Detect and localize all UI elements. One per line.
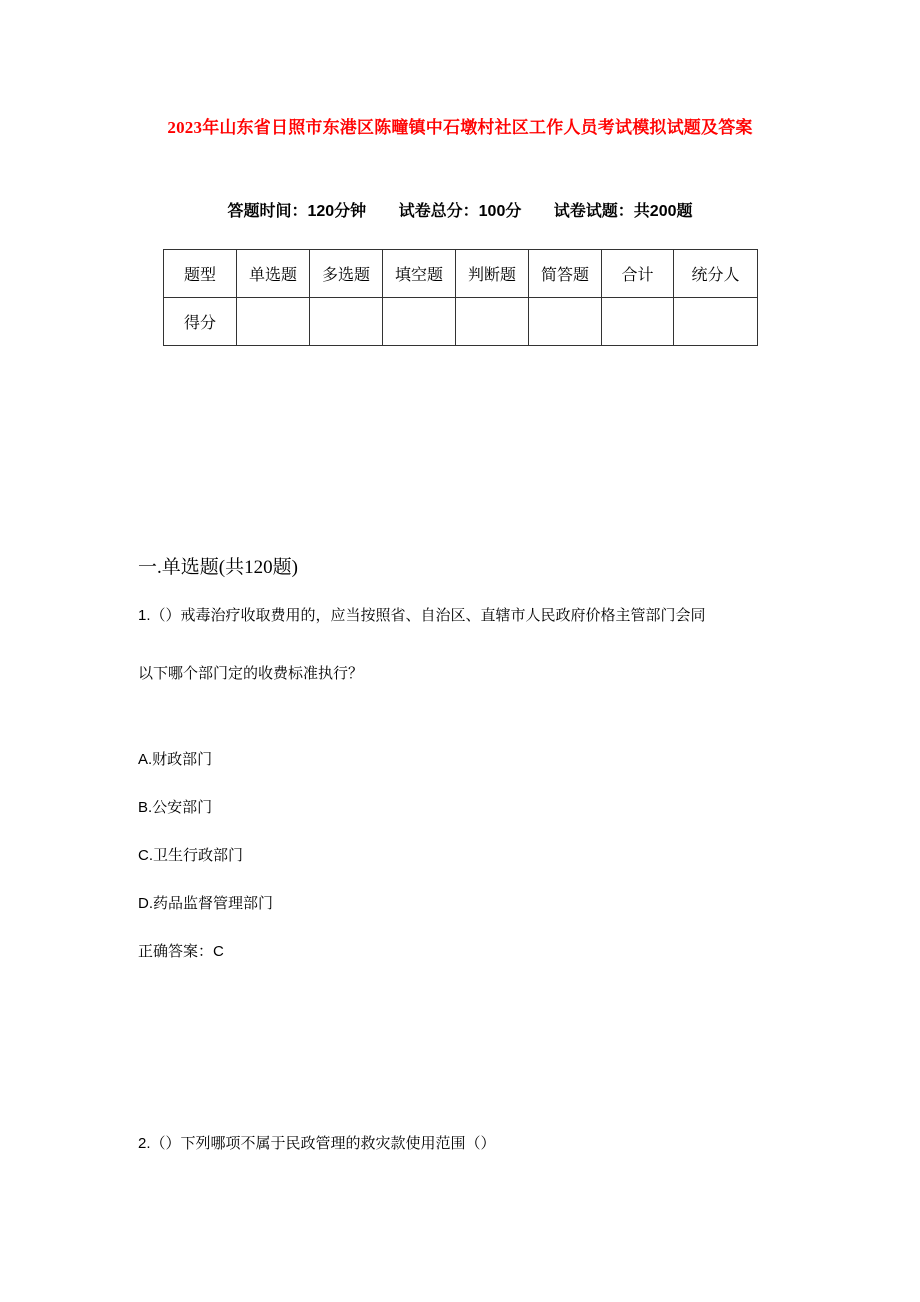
score-cell xyxy=(529,298,602,346)
question-1-option-b: B.公安部门 xyxy=(138,799,213,816)
exam-total-score: 试卷总分：100分 xyxy=(398,203,522,220)
exam-time: 答题时间：120分钟 xyxy=(227,203,367,220)
score-cell xyxy=(383,298,456,346)
header-cell: 统分人 xyxy=(674,250,758,298)
question-1-text-line2: 以下哪个部门定的收费标准执行？ xyxy=(138,665,364,682)
score-cell xyxy=(237,298,310,346)
score-cell xyxy=(456,298,529,346)
header-cell: 合计 xyxy=(602,250,674,298)
score-label-cell: 得分 xyxy=(164,298,237,346)
question-1-option-a: A.财政部门 xyxy=(138,751,213,768)
question-1-option-c: C.卫生行政部门 xyxy=(138,847,244,864)
section-heading: 一.单选题(共120题) xyxy=(138,557,298,578)
score-table-header-row xyxy=(164,250,758,298)
score-table xyxy=(163,249,758,346)
header-cell: 填空题 xyxy=(383,250,456,298)
question-1-text-line1: 1.（）戒毒治疗收取费用的，应当按照省、自治区、直辖市人民政府价格主管部门会同 xyxy=(138,607,706,624)
question-1-option-d: D.药品监督管理部门 xyxy=(138,895,274,912)
header-cell: 简答题 xyxy=(529,250,602,298)
score-table-score-row xyxy=(164,298,758,346)
question-1-answer: 正确答案：C xyxy=(138,943,224,960)
score-cell xyxy=(310,298,383,346)
question-2-text: 2.（）下列哪项不属于民政管理的救灾款使用范围（） xyxy=(138,1135,496,1152)
score-cell xyxy=(674,298,758,346)
header-cell: 多选题 xyxy=(310,250,383,298)
header-cell: 单选题 xyxy=(237,250,310,298)
score-cell xyxy=(602,298,674,346)
document-title: 2023年山东省日照市东港区陈疃镇中石墩村社区工作人员考试模拟试题及答案 xyxy=(167,118,753,137)
exam-meta xyxy=(0,198,920,221)
exam-question-count: 试卷试题：共200题 xyxy=(553,203,693,220)
header-cell: 题型 xyxy=(164,250,237,298)
header-cell: 判断题 xyxy=(456,250,529,298)
